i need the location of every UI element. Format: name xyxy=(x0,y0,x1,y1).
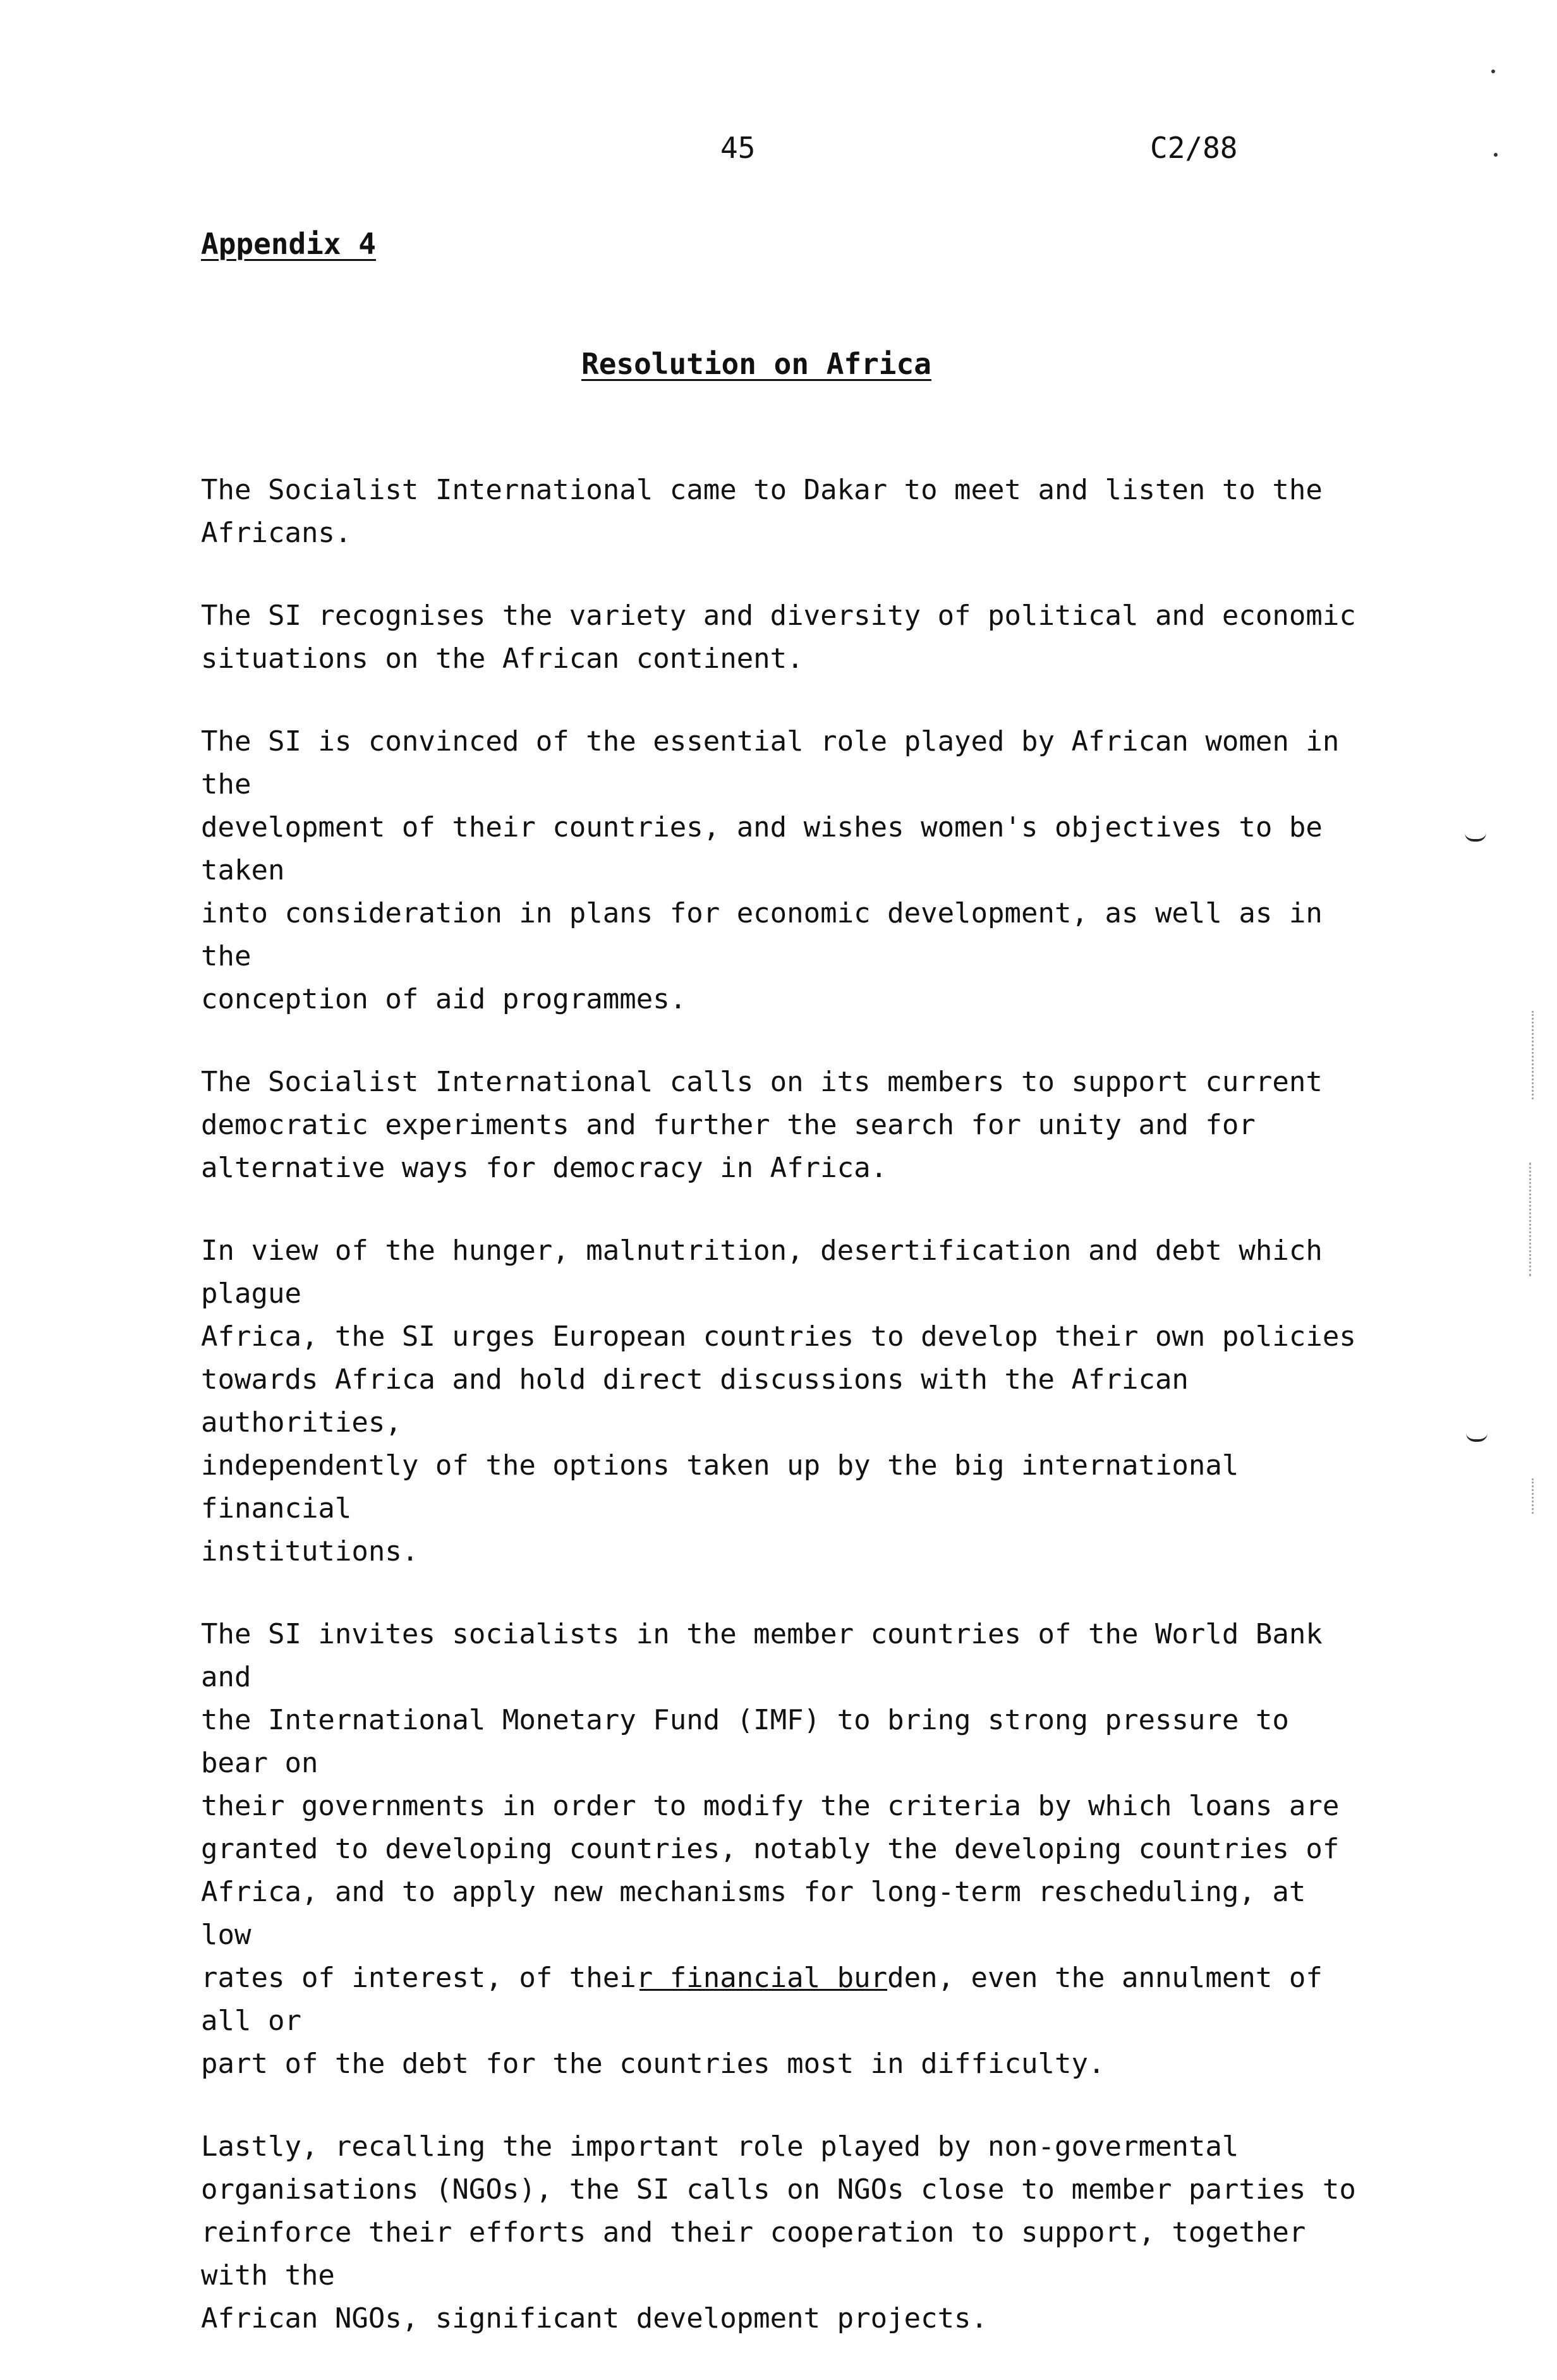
page-number: 45 xyxy=(720,131,756,165)
margin-dot-trail-2 xyxy=(1529,1163,1532,1276)
paragraph-4: The Socialist International calls on its members to support current democratic experiments and further the search for unity and for alternative ways for democracy in Africa. xyxy=(201,1066,1323,1184)
paragraph-1: The Socialist International came to Dakar to meet and listen to the Africans. xyxy=(201,474,1323,549)
paragraph-3: The SI is convinced of the essential role played by African women in the development of their countries, and wishes women's objectives to be taken into consideration in plans for economic development, as well as in the conception of aid programmes. xyxy=(201,725,1340,1015)
margin-dot-trail-3 xyxy=(1532,1478,1535,1514)
resolution-body xyxy=(201,469,1364,2380)
scan-dot-top xyxy=(1491,69,1495,73)
scan-dot-upper xyxy=(1494,153,1498,157)
margin-tick-mark-1 xyxy=(1465,833,1486,842)
appendix-label: Appendix 4 xyxy=(201,227,376,261)
document-reference: C2/88 xyxy=(1150,131,1238,165)
paragraph-2: The SI recognises the variety and diversity of political and economic situations on the African continent. xyxy=(201,600,1356,675)
document-title: Resolution on Africa xyxy=(581,347,931,381)
margin-tick-mark-2 xyxy=(1466,1433,1487,1442)
paragraph-7: Lastly, recalling the important role played by non-govermental organisations (NGOs), the SI calls on NGOs close to member parties to reinforce their efforts and their cooperation to support, together with the African NGOs, significant development projects. xyxy=(201,2130,1356,2335)
margin-dot-trail-1 xyxy=(1532,1011,1535,1099)
end-divider xyxy=(639,1989,887,1991)
paragraph-5: In view of the hunger, malnutrition, desertification and debt which plague Africa, the SI urges European countries to develop their own policies towards Africa and hold direct discussions with the African authorities, independently of the options taken up by the big international financial institutions. xyxy=(201,1235,1356,1568)
paragraph-6: The SI invites socialists in the member countries of the World Bank and the International Monetary Fund (IMF) to bring strong pressure to bear on their governments in order to modify the criteria by which loans are granted to developing countries, notably the developing countries of Africa, and to apply new mechanisms for long-term rescheduling, at low rates of interest, of their financial burden, even the annulment of all or part of the debt for the countries most in difficulty. xyxy=(201,1618,1340,2080)
